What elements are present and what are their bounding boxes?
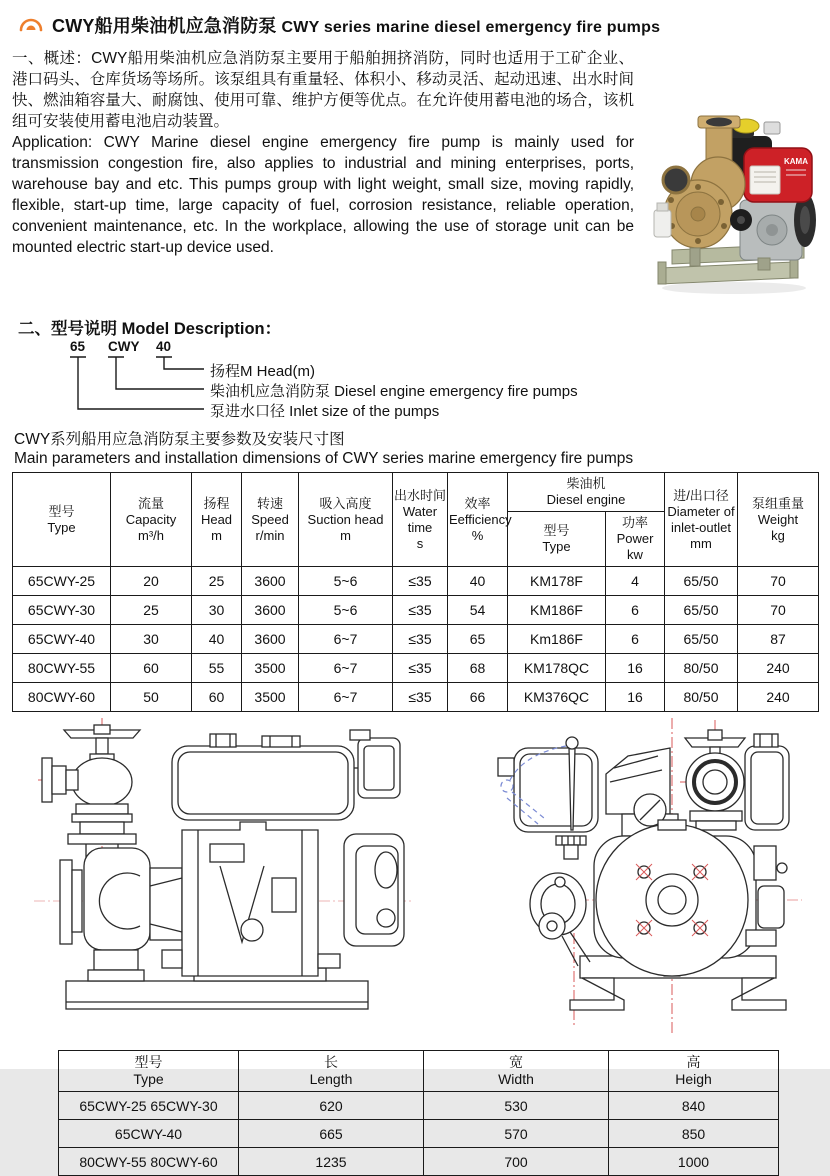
overview-paragraph-en: Application: CWY Marine diesel engine emergency fire pump is mainly used for transmission congestion fire, also applies to industrial and mining enterprises, ports, warehouse bay and etc. This pumps group with light weight, small size, moving rapidly, flexible, start-up time, large capacity of fuel, corrosion resistance, reliable operation, convenient maintenance, etc. In the workplace, allowing the use of storage unit can be mounted electric start-up device used. [12, 134, 634, 256]
overview-paragraph-zh: 一、概述：CWY船用柴油机应急消防泵主要用于船舶拥挤消防，同时也适用于工矿企业、港口码头、仓库货场等场所。该泵组具有重量轻、体积小、移动灵活、起动迅速、出水时间快、燃油箱容量大、耐腐蚀、使用可靠、维护方便等优点。在允许使用蓄电池的场合，该机组可安装使用蓄电池启动装置。 [12, 50, 634, 130]
table-cell: 70 [738, 596, 819, 625]
table-cell: ≤35 [393, 596, 448, 625]
table-cell: 5~6 [299, 596, 393, 625]
table-cell: 65/50 [665, 567, 738, 596]
table-row [59, 1120, 779, 1148]
table-cell: 1235 [239, 1148, 424, 1176]
table-cell: 6~7 [299, 683, 393, 712]
drawing-side-view [14, 718, 426, 1036]
table-cell: 65CWY-25 65CWY-30 [59, 1092, 239, 1120]
dim-col-height: 高 Heigh [609, 1051, 779, 1092]
table-cell: 40 [192, 625, 242, 654]
table-cell: 65CWY-25 [13, 567, 111, 596]
header-row-1 [13, 473, 819, 512]
table-cell: 80CWY-55 [13, 654, 111, 683]
table-cell: KM178QC [508, 654, 606, 683]
intro-section [12, 48, 818, 307]
table-cell: 700 [424, 1148, 609, 1176]
table-cell: 1000 [609, 1148, 779, 1176]
table-cell: Km186F [508, 625, 606, 654]
params-caption-zh: CWY系列船用应急消防泵主要参数及安装尺寸图 [14, 431, 345, 448]
table-cell: 66 [448, 683, 508, 712]
table-cell: 80/50 [665, 654, 738, 683]
table-cell: 65CWY-40 [59, 1120, 239, 1148]
page-title [52, 12, 660, 38]
table-cell: 240 [738, 683, 819, 712]
col-header-engine-type: 型号 Type [508, 512, 606, 567]
table-row [13, 596, 819, 625]
col-header-suction: 吸入高度 Suction head m [299, 473, 393, 567]
col-header-capacity: 流量 Capacity m³/h [111, 473, 192, 567]
col-header-weight: 泵组重量 Weight kg [738, 473, 819, 567]
dimensions-table-body [59, 1092, 779, 1176]
table-cell: 530 [424, 1092, 609, 1120]
model-code-inlet: 65 [70, 339, 86, 354]
table-cell: 840 [609, 1092, 779, 1120]
table-cell: 570 [424, 1120, 609, 1148]
table-cell: 6 [606, 625, 665, 654]
table-cell: 620 [239, 1092, 424, 1120]
table-cell: 16 [606, 683, 665, 712]
table-row [13, 567, 819, 596]
model-label-inlet: 泵进水口径 Inlet size of the pumps [210, 403, 440, 420]
table-cell: 6~7 [299, 654, 393, 683]
drawing-front-view [482, 718, 828, 1036]
table-cell: 80CWY-55 80CWY-60 [59, 1148, 239, 1176]
table-cell: 68 [448, 654, 508, 683]
model-code-head: 40 [156, 339, 172, 354]
table-cell: 65/50 [665, 596, 738, 625]
table-cell: 87 [738, 625, 819, 654]
table-cell: ≤35 [393, 683, 448, 712]
table-cell: 55 [192, 654, 242, 683]
table-row [13, 625, 819, 654]
table-cell: 65CWY-40 [13, 625, 111, 654]
col-header-speed: 转速 Speed r/min [242, 473, 299, 567]
table-cell: 60 [192, 683, 242, 712]
model-description-heading: 二、型号说明 Model Description： [18, 320, 282, 338]
col-header-engine-power: 功率 Power kw [606, 512, 665, 567]
page-header [18, 12, 818, 38]
table-cell: KM376QC [508, 683, 606, 712]
col-header-head: 扬程 Head m [192, 473, 242, 567]
dim-col-width: 宽 Width [424, 1051, 609, 1092]
product-photo [646, 92, 818, 307]
table-cell: 3600 [242, 625, 299, 654]
table-cell: ≤35 [393, 625, 448, 654]
dim-header-row [59, 1051, 779, 1092]
model-label-series: 柴油机应急消防泵 Diesel engine emergency fire pumps [210, 383, 578, 400]
table-cell: 65/50 [665, 625, 738, 654]
table-row [13, 654, 819, 683]
table-cell: 240 [738, 654, 819, 683]
table-cell: 850 [609, 1120, 779, 1148]
page-title-en: CWY series marine diesel emergency fire pumps [281, 19, 661, 36]
table-cell: 20 [111, 567, 192, 596]
table-cell: 4 [606, 567, 665, 596]
table-cell: 54 [448, 596, 508, 625]
table-cell: 40 [448, 567, 508, 596]
brand-icon [18, 15, 44, 35]
table-cell: 3500 [242, 683, 299, 712]
table-cell: 3600 [242, 567, 299, 596]
table-row [59, 1148, 779, 1176]
col-header-efficiency: 效率 Eefficiency % [448, 473, 508, 567]
table-cell: 16 [606, 654, 665, 683]
col-header-type: 型号 Type [13, 473, 111, 567]
installation-drawings [12, 718, 818, 1040]
table-cell: 3500 [242, 654, 299, 683]
model-label-head: 扬程M Head(m) [210, 363, 316, 380]
params-caption-en: Main parameters and installation dimensions of CWY series marine emergency fire pumps [14, 450, 634, 467]
table-cell: 3600 [242, 596, 299, 625]
table-cell: 6 [606, 596, 665, 625]
dim-col-length: 长 Length [239, 1051, 424, 1092]
model-code-series: CWY [108, 339, 140, 354]
table-cell: ≤35 [393, 567, 448, 596]
col-header-diameter: 进/出口径 Diameter of inlet-outlet mm [665, 473, 738, 567]
col-header-diesel-engine-group: 柴油机 Diesel engine [508, 473, 665, 512]
table-cell: 80/50 [665, 683, 738, 712]
table-row [59, 1092, 779, 1120]
svg-text:KAMA: KAMA [784, 157, 808, 166]
table-row [13, 683, 819, 712]
main-parameters-table [12, 472, 819, 712]
table-cell: 6~7 [299, 625, 393, 654]
table-cell: ≤35 [393, 654, 448, 683]
table-cell: 80CWY-60 [13, 683, 111, 712]
page-title-zh: CWY船用柴油机应急消防泵 [52, 16, 277, 36]
table-cell: 70 [738, 567, 819, 596]
table-cell: 30 [192, 596, 242, 625]
table-cell: KM178F [508, 567, 606, 596]
product-photo-illustration [646, 92, 818, 302]
model-code-diagram [40, 339, 640, 425]
main-table-body [13, 567, 819, 712]
table-cell: 30 [111, 625, 192, 654]
table-cell: 65CWY-30 [13, 596, 111, 625]
table-cell: 60 [111, 654, 192, 683]
intro-text [12, 48, 634, 307]
col-header-water-time: 出水时间 Water time s [393, 473, 448, 567]
table-cell: 25 [192, 567, 242, 596]
table-cell: 65 [448, 625, 508, 654]
table-cell: 25 [111, 596, 192, 625]
table-cell: 50 [111, 683, 192, 712]
dimensions-table [58, 1050, 779, 1176]
table-cell: 665 [239, 1120, 424, 1148]
table-cell: 5~6 [299, 567, 393, 596]
table-cell: KM186F [508, 596, 606, 625]
dim-col-type: 型号 Type [59, 1051, 239, 1092]
